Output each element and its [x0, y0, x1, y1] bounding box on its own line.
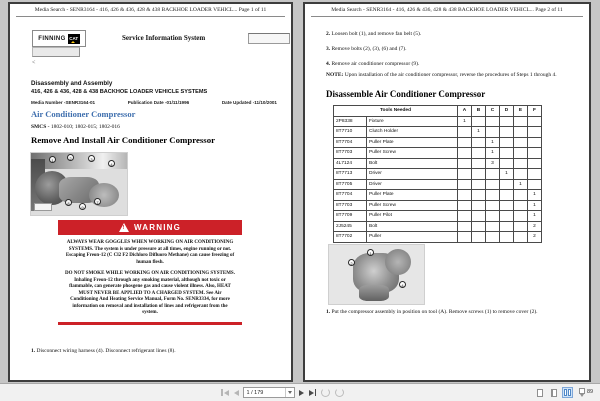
figure-compressor-photo [328, 244, 425, 305]
header-divider [16, 16, 285, 17]
continuous-view-button[interactable] [548, 387, 559, 398]
warning-title: WARNING [133, 223, 182, 232]
document-page-1 [8, 2, 293, 382]
tools-table-column-B: B [472, 106, 486, 117]
smcs-line [31, 124, 120, 130]
section-heading-remove-install: Remove And Install Air Conditioner Compressor [31, 135, 216, 145]
previous-view-button[interactable] [320, 387, 331, 398]
document-page-2 [303, 2, 591, 382]
single-page-view-button[interactable] [534, 387, 545, 398]
date-updated: Date Updated -11/10/2001 [221, 100, 277, 105]
warning-banner [58, 220, 242, 235]
warning-bottom-rule [58, 322, 242, 325]
page-2-running-header: Media Search - SENR3164 - 416, 426 & 436, 428 & 438 BACKHOE LOADER VEHICL... Page 2 of 11 [331, 7, 563, 13]
warning-paragraph-1: ALWAYS WEAR GOGGLES WHEN WORKING ON AIR CONDITIONING SYSTEMS. The system is under pressure at all times, engine running or not. Escaping Freon-12 (C Cl2 F2 Dichloro Difluoro Methane) can cause freezing of human flesh. [65, 240, 235, 265]
procedure-step: 4. Remove air conditioner compressor (9). [326, 61, 420, 67]
tools-table-row: 8T7703 Puller Screw 1 [334, 148, 542, 159]
tools-table-column-A: A [458, 106, 472, 117]
logo-action-box[interactable] [32, 47, 80, 57]
page-1-running-header: Media Search - SENR3164 - 416, 426 & 436, 428 & 438 BACKHOE LOADER VEHICL... Page 1 of 11 [34, 7, 267, 13]
tools-table-column-F: F [528, 106, 542, 117]
figure-callout: 8 [65, 199, 72, 206]
tools-table-column-C: C [486, 106, 500, 117]
page-navigation [220, 386, 345, 399]
last-page-button[interactable] [308, 388, 318, 397]
note-line: NOTE: Upon installation of the air conditioner compressor, reverse the procedures of Steps 1 through 4. [326, 72, 557, 78]
smcs-label: SMCS - [31, 124, 50, 130]
tools-table-row: 2P8338 Fixture 1 [334, 116, 542, 127]
page-layout-controls [534, 387, 587, 398]
section-heading-disassemble: Disassemble Air Conditioner Compressor [326, 89, 486, 99]
tools-table-row: 8T7705 Driver 1 [334, 179, 542, 190]
tools-table-row: 8T7704 Puller Plate 1 [334, 190, 542, 201]
figure-callout: 2 [348, 259, 355, 266]
page-number-box [243, 387, 295, 398]
figure-callout: 4 [399, 281, 406, 288]
tools-table-title: Tools Needed [334, 106, 458, 117]
divider [285, 388, 286, 397]
tools-table-row: 2J5245 Bolt 2 [334, 221, 542, 232]
warning-triangle-icon [119, 223, 129, 232]
photo-detail [385, 249, 411, 275]
warning-paragraph-2: DO NOT SMOKE WHILE WORKING ON AIR CONDITIONING SYSTEMS. Inhaling Freon-12 through any smoking material, although not toxic or flammable, can generate phosgene gas and cause violent illness. Also, HEAT MUST NEVER BE APPLIED TO A CHARGED SYSTEM. See Air Conditioning And Heating Service Manual, Form No. SENR3334, for more information on removal and installation of lines and refrigerant from the system. [65, 271, 235, 315]
smcs-codes: 1802-010; 1802-015; 1802-016 [50, 124, 120, 130]
tools-table-column-D: D [500, 106, 514, 117]
tools-table-header-row [334, 106, 542, 117]
figure-callout: 1 [49, 156, 56, 163]
photo-detail [89, 183, 119, 207]
figure-callout: 9 [79, 203, 86, 210]
previous-page-button[interactable] [233, 389, 240, 397]
viewer-toolbar [0, 383, 600, 401]
scrolling-view-button[interactable] [576, 387, 587, 398]
photo-detail [359, 285, 389, 301]
zoom-level: 89 [587, 389, 594, 395]
figure-callout: 4 [108, 160, 115, 167]
next-page-button[interactable] [298, 389, 305, 397]
finning-cat-logo [32, 30, 86, 47]
two-page-view-button[interactable] [562, 387, 573, 398]
page-dropdown-arrow-icon[interactable] [288, 391, 292, 394]
tools-table-row: 8T7703 Puller Screw 1 [334, 200, 542, 211]
first-page-button[interactable] [220, 388, 230, 397]
next-view-button[interactable] [334, 387, 345, 398]
finning-logo-text: FINNING [38, 35, 66, 42]
figure-engine-compartment-photo [30, 152, 128, 216]
procedure-step: 3. Remove bolts (2), (3), (6) and (7). [326, 46, 407, 52]
doc-meta-row [31, 100, 277, 105]
tools-table-row: 8T7704 Puller Plate 1 [334, 137, 542, 148]
warning-box [58, 220, 242, 325]
tools-table-row: 8T7710 Clutch Holder 1 [334, 127, 542, 138]
tools-table-column-E: E [514, 106, 528, 117]
tools-table-row: 8T7702 Puller 2 [334, 232, 542, 243]
figure-callout: 3 [88, 155, 95, 162]
tools-table-row: 8T7713 Driver 1 [334, 169, 542, 180]
procedure-step: 2. Loosen bolt (1), and remove fan belt (5). [326, 31, 422, 37]
doc-title: 416, 426 & 436, 428 & 438 BACKHOE LOADER VEHICLE SYSTEMS [31, 89, 208, 95]
doc-section-label: Disassembly and Assembly [31, 80, 113, 87]
topic-title: Air Conditioner Compressor [31, 109, 136, 119]
tools-needed-table [333, 105, 542, 243]
tools-table-row: 8T7709 Puller Pilot 1 [334, 211, 542, 222]
page-number-input[interactable] [244, 388, 285, 397]
cat-logo: CAT [68, 34, 80, 44]
figure-callout: 7 [94, 198, 101, 205]
procedure-step: 1. Put the compressor assembly in position on tool (A). Remove screws (1) to remove cover (2). [326, 309, 538, 315]
procedure-step: 1. Disconnect wiring harness (4). Disconnect refrigerant lines (8). [31, 348, 176, 354]
tools-table-row: 4L7124 Bolt 3 [334, 158, 542, 169]
header-input-box[interactable] [248, 33, 290, 44]
figure-callout: 1 [367, 249, 374, 256]
sis-title: Service Information System [122, 34, 206, 42]
cat-triangle-icon [71, 41, 75, 43]
figure-callout: 2 [67, 154, 74, 161]
broken-image-glyph: < [32, 60, 36, 66]
media-number: Media Number -SENR3164-01 [31, 100, 96, 105]
publication-date: Publication Date -01/11/1996 [127, 100, 190, 105]
photo-label-tag [34, 203, 52, 211]
